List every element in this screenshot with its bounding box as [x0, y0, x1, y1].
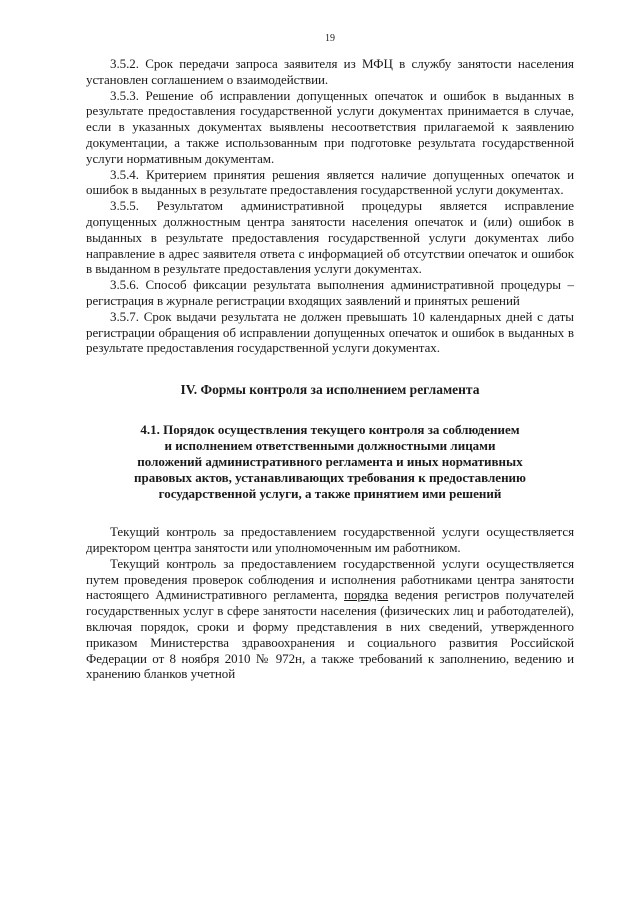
underlined-link-text: порядка	[344, 587, 389, 603]
subsection-heading-line: 4.1. Порядок осуществления текущего контроля за соблюдением	[140, 422, 520, 438]
section-heading-iv: IV. Формы контроля за исполнением регламента	[180, 382, 480, 398]
paragraph-3-5-2: 3.5.2. Срок передачи запроса заявителя из МФЦ в службу занятости населения установлен соглашением о взаимодействии.	[86, 56, 574, 87]
paragraph-3-5-7: 3.5.7. Срок выдачи результата не должен превышать 10 календарных дней с даты регистрации обращения об исправлении допущенных опечаток и ошибок в выданных в результате предоставления государственной услуги документах.	[86, 308, 574, 356]
paragraph-3-5-5: 3.5.5. Результатом административной процедуры является исправление допущенных должностным центра занятости населения опечаток и (или) ошибок в выданных в результате предоставления государственной услуги документах либо направление в адрес заявителя ответа с информацией об отсутствии опечаток и ошибок в выданном в результате предоставления услуги документах.	[86, 198, 574, 277]
paragraph-control-2-start: Текущий контроль за предоставлением государственной услуги осуществляется путем проведения проверок соблюдения и исполнения работниками центра занятости настоящего Административного регламента,	[86, 555, 574, 603]
subsection-heading-line: и исполнением ответственными должностными лицами	[164, 438, 496, 454]
subsection-heading-4-1	[86, 422, 574, 502]
paragraph-control-2	[86, 556, 574, 682]
paragraph-control-1: Текущий контроль за предоставлением государственной услуги осуществляется директором центра занятости или уполномоченным им работником.	[86, 524, 574, 555]
subsection-heading-line: государственной услуги, а также принятием ими решений	[158, 486, 502, 502]
subsection-heading-line: правовых актов, устанавливающих требования к предоставлению	[134, 470, 526, 486]
paragraph-control-2-end: ведения регистров получателей государственных услуг в сфере занятости населения (физических лиц и работодателей), включая порядок, сроки и форму представления в них сведений, утвержденного приказом Министерства здравоохранения и социального развития Российской Федерации от 8 ноября 2010 № 972н, а также требований к заполнению, ведению и хранению бланков учетной	[86, 587, 574, 682]
paragraph-3-5-4: 3.5.4. Критерием принятия решения является наличие допущенных опечаток и ошибок в выданных в результате предоставления государственной услуги документах.	[86, 166, 574, 198]
subsection-heading-line: положений административного регламента и иных нормативных	[137, 454, 523, 470]
page-number: 19	[325, 33, 335, 44]
document-page	[86, 32, 574, 682]
paragraph-3-5-6: 3.5.6. Способ фиксации результата выполнения административной процедуры – регистрация в журнале регистрации входящих заявлений и принятых решений	[86, 277, 574, 308]
paragraph-3-5-3: 3.5.3. Решение об исправлении допущенных опечаток и ошибок в выданных в результате предоставления государственной услуги документах принимается в случае, если в указанных документах выявлены несоответствия прилагаемой к заявлению документации, а также использованным при подготовке результата государственной услуги нормативным документам.	[86, 87, 574, 166]
